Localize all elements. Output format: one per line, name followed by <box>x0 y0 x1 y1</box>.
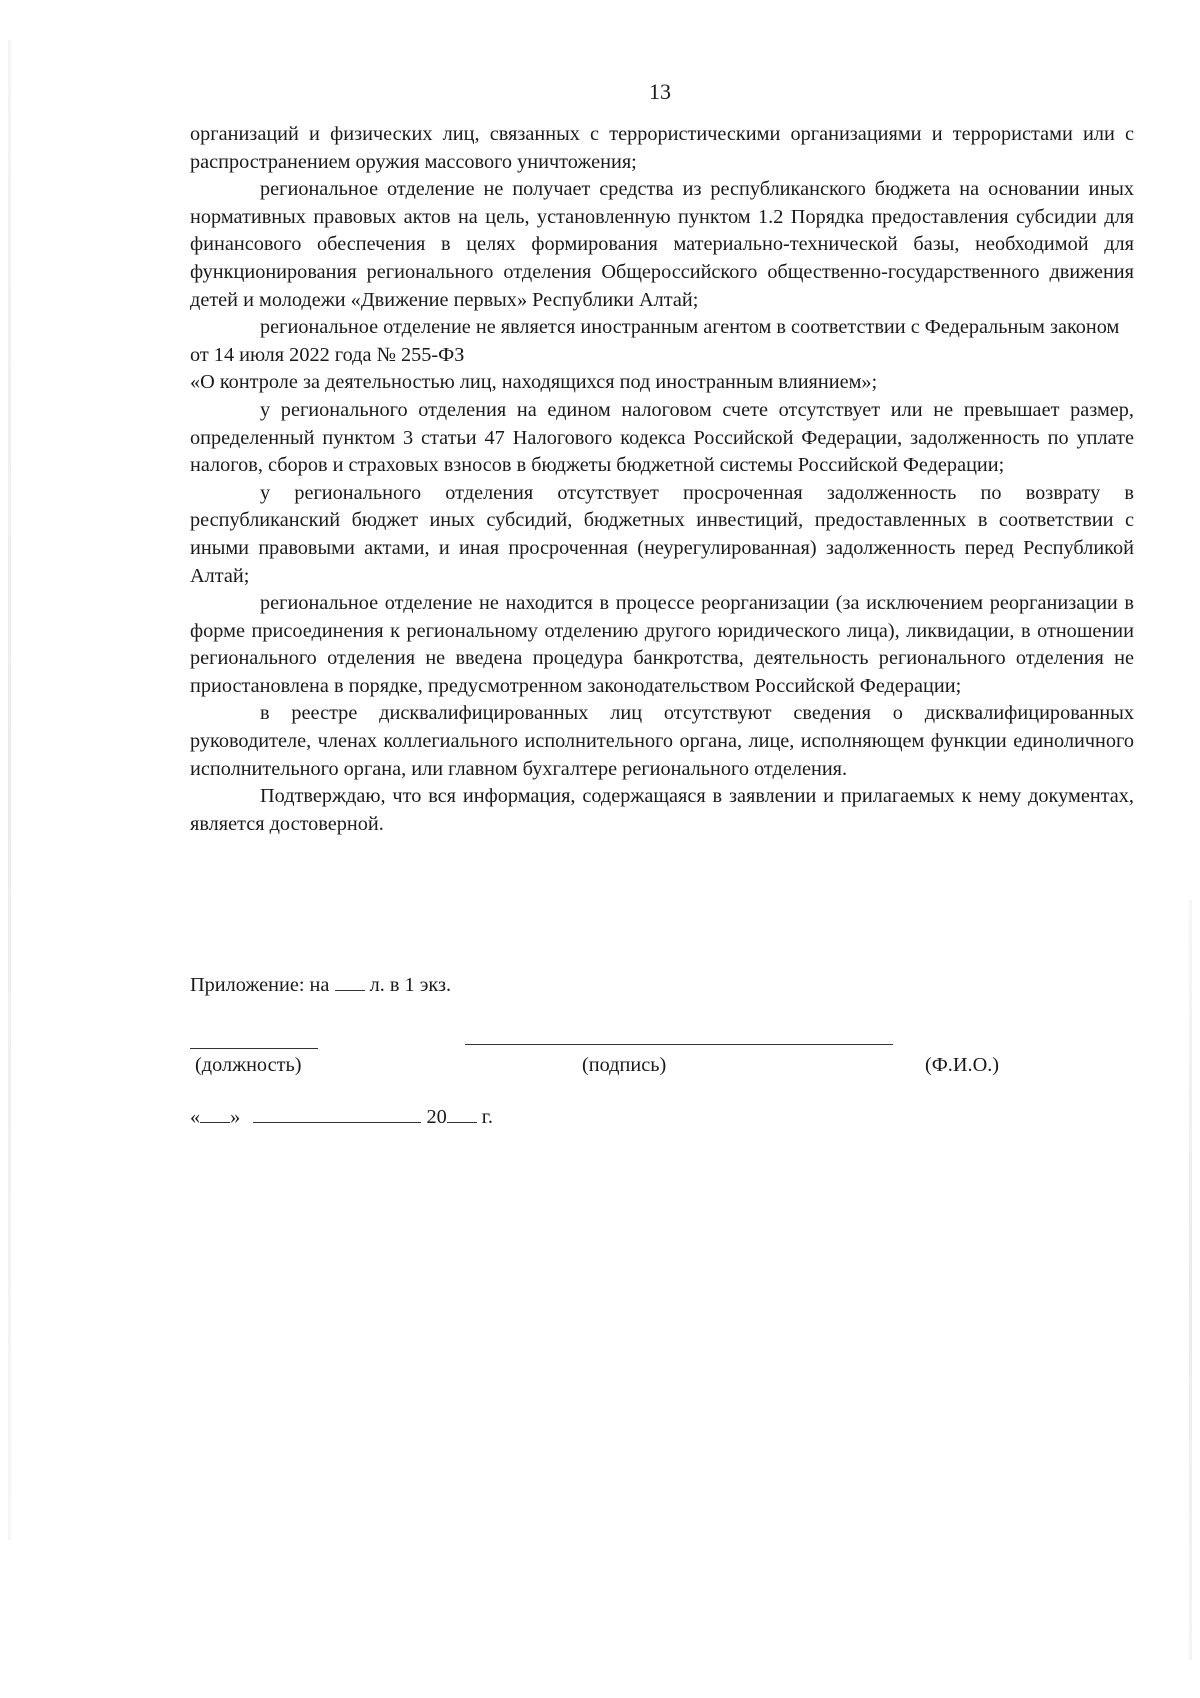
paragraph-4: «О контроле за деятельностью лиц, находящихся под иностранным влиянием»; <box>190 371 878 394</box>
position-line <box>190 1048 318 1049</box>
signature-line <box>465 1044 893 1045</box>
date-year-prefix: 20 <box>426 1106 447 1128</box>
attachment-line <box>190 972 451 999</box>
date-open-quote: « <box>190 1106 201 1128</box>
name-caption: (Ф.И.О.) <box>925 1054 1000 1076</box>
signature-caption: (подпись) <box>582 1054 667 1076</box>
date-year-blank <box>447 1104 477 1123</box>
date-month-blank <box>253 1104 421 1123</box>
paragraph-3: региональное отделение не является иностранным агентом в соответствии с Федеральным законом от 14 июля 2022 года № 255-ФЗ <box>190 316 1120 366</box>
date-line <box>190 1104 493 1131</box>
position-caption: (должность) <box>195 1054 302 1076</box>
date-close-quote: » <box>230 1106 241 1128</box>
paragraph-6: у регионального отделения отсутствует просроченная задолженность по возврату в республиканский бюджет иных субсидий, бюджетных инвестиций, предоставленных в соответствии с иными правовыми актами, и иная просроченная (неурегулированная) задолженность перед Республикой Алтай; <box>190 481 1134 587</box>
paragraph-5: у регионального отделения на едином налоговом счете отсутствует или не превышает размер, определенный пунктом 3 статьи 47 Налогового кодекса Российской Федерации, задолженность по уплате налогов, сборов и страховых взносов в бюджеты бюджетной системы Российской Федерации; <box>190 398 1134 477</box>
date-day-blank <box>200 1104 230 1123</box>
attachment-suffix: л. в 1 экз. <box>369 974 452 996</box>
scan-edge-right <box>1189 900 1192 1660</box>
paragraph-8: в реестре дисквалифицированных лиц отсутствуют сведения о дисквалифицированных руководителе, членах коллегиального исполнительного органа, лице, исполняющем функции единоличного исполнительного органа, или главном бухгалтере регионального отделения. <box>190 702 1134 780</box>
page-number: 13 <box>649 79 671 104</box>
document-body <box>190 121 1134 838</box>
paragraph-2: региональное отделение не получает средства из республиканского бюджета на основании иных нормативных правовых актов на цель, установленную пунктом 1.2 Порядка предоставления субсидии для финансового обеспечения в целях формирования материально-технической базы, необходимой для функционирования регионального отделения Общероссийского общественно-государственного движения детей и молодежи «Движение первых» Республики Алтай; <box>190 178 1134 311</box>
attachment-prefix: Приложение: на <box>190 974 330 996</box>
paragraph-7: региональное отделение не находится в процессе реорганизации (за исключением реорганизации в форме присоединения к региональному отделению другого юридического лица), ликвидации, в отношении регионального отделения не введена процедура банкротства, деятельность регионального отделения не приостановлена в порядке, предусмотренном законодательством Российской Федерации; <box>190 592 1134 697</box>
scan-edge-left <box>8 40 11 1540</box>
paragraph-1: организаций и физических лиц, связанных с террористическими организациями и террористами или с распространением оружия массового уничтожения; <box>190 123 1134 173</box>
attachment-pages-blank <box>335 972 365 991</box>
date-year-suffix: г. <box>481 1106 493 1128</box>
paragraph-9: Подтверждаю, что вся информация, содержащаяся в заявлении и прилагаемых к нему документах, является достоверной. <box>190 785 1134 835</box>
